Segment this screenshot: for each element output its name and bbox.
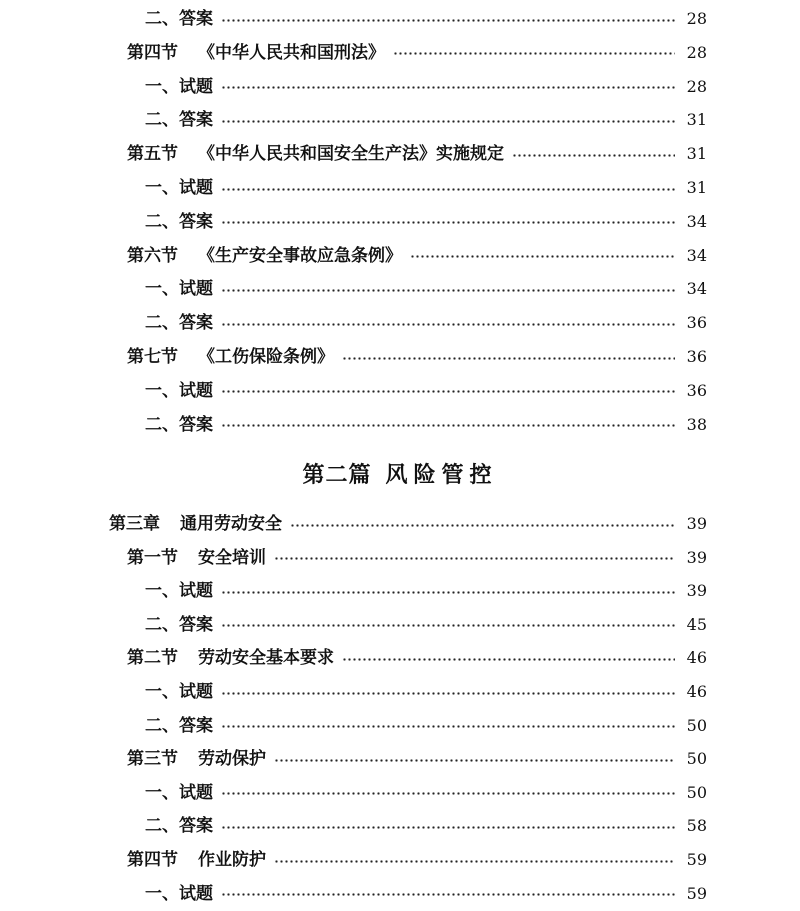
dot-leader bbox=[221, 591, 675, 594]
toc-entry[interactable] bbox=[0, 745, 707, 773]
page-number: 36 bbox=[686, 313, 707, 333]
toc-entry-title: 《生产安全事故应急条例》 bbox=[198, 245, 402, 266]
toc-entry[interactable] bbox=[0, 880, 707, 908]
toc-entry-title: 《中华人民共和国安全生产法》实施规定 bbox=[198, 144, 504, 165]
toc-entry-title: 《工伤保险条例》 bbox=[198, 347, 334, 367]
page-number: 36 bbox=[686, 380, 707, 400]
toc-entry-label: 一、试题 bbox=[145, 76, 213, 97]
toc-entry-label: 二、答案 bbox=[145, 211, 213, 232]
toc-entry-label: 一、试题 bbox=[145, 380, 213, 401]
dot-leader bbox=[221, 624, 675, 627]
dot-leader bbox=[221, 120, 675, 123]
toc-entry[interactable] bbox=[0, 779, 707, 807]
dot-leader bbox=[274, 759, 675, 762]
dot-leader bbox=[221, 792, 675, 795]
toc-entry[interactable] bbox=[0, 343, 707, 371]
toc-entry-label: 一、试题 bbox=[145, 581, 213, 602]
dot-leader bbox=[221, 725, 675, 728]
dot-leader bbox=[342, 357, 675, 360]
toc-entry-title: 劳动保护 bbox=[198, 749, 266, 770]
toc-entry[interactable] bbox=[0, 309, 707, 337]
toc-entry[interactable] bbox=[0, 846, 707, 874]
toc-entry-label: 二、答案 bbox=[145, 414, 213, 435]
page-number: 38 bbox=[686, 414, 707, 434]
page-number: 39 bbox=[686, 547, 707, 567]
page-number: 58 bbox=[686, 816, 707, 836]
page-number: 28 bbox=[686, 76, 707, 96]
toc-entry-title: 通用劳动安全 bbox=[180, 514, 282, 534]
toc-entry-label: 第四节 bbox=[127, 42, 178, 63]
page-number: 45 bbox=[686, 614, 707, 634]
page-number: 31 bbox=[686, 178, 707, 197]
part-heading bbox=[0, 458, 800, 489]
toc-entry-label: 一、试题 bbox=[145, 279, 213, 300]
dot-leader bbox=[221, 692, 675, 695]
dot-leader bbox=[221, 289, 675, 292]
dot-leader bbox=[221, 86, 675, 89]
toc-entry-label: 第一节 bbox=[127, 547, 178, 568]
toc-entry-title: 安全培训 bbox=[198, 547, 266, 568]
toc-entry[interactable] bbox=[0, 377, 707, 405]
toc-entry[interactable] bbox=[0, 73, 707, 101]
toc-entry-label: 第四节 bbox=[127, 850, 178, 870]
toc-entry[interactable] bbox=[0, 275, 707, 303]
dot-leader bbox=[393, 52, 675, 55]
toc-entry-label: 二、答案 bbox=[145, 614, 213, 635]
toc-entry-label: 二、答案 bbox=[145, 9, 213, 29]
dot-leader bbox=[410, 255, 675, 258]
toc-entry[interactable] bbox=[0, 411, 707, 439]
page-number: 39 bbox=[686, 514, 707, 533]
dot-leader bbox=[274, 557, 675, 560]
dot-leader bbox=[512, 154, 675, 157]
dot-leader bbox=[221, 893, 675, 896]
toc-entry-title: 作业防护 bbox=[198, 850, 266, 870]
toc-entry[interactable] bbox=[0, 140, 707, 168]
page-number: 50 bbox=[686, 715, 707, 735]
toc-entry[interactable] bbox=[0, 812, 707, 840]
toc-entry-label: 一、试题 bbox=[145, 682, 213, 702]
dot-leader bbox=[342, 658, 675, 661]
part-heading-label: 第二篇 bbox=[302, 462, 372, 488]
page-number: 39 bbox=[686, 581, 707, 601]
dot-leader bbox=[221, 221, 675, 224]
page-number: 34 bbox=[686, 211, 707, 231]
toc-entry[interactable] bbox=[0, 510, 707, 538]
toc-entry-label: 第三章 bbox=[109, 514, 160, 534]
toc-entry-label: 二、答案 bbox=[145, 110, 213, 131]
toc-entry[interactable] bbox=[0, 242, 707, 270]
toc-entry-label: 第七节 bbox=[127, 347, 178, 367]
page-number: 28 bbox=[686, 42, 707, 62]
page-number: 59 bbox=[686, 850, 707, 869]
dot-leader bbox=[290, 524, 675, 527]
page-number: 34 bbox=[686, 245, 707, 265]
page-number: 46 bbox=[686, 648, 707, 668]
dot-leader bbox=[221, 19, 675, 22]
toc-entry-label: 第二节 bbox=[127, 648, 178, 669]
toc-entry-label: 二、答案 bbox=[145, 816, 213, 837]
dot-leader bbox=[221, 390, 675, 393]
toc-entry[interactable] bbox=[0, 174, 707, 202]
page-number: 46 bbox=[686, 682, 707, 701]
toc-entry-label: 第六节 bbox=[127, 245, 178, 266]
toc-entry[interactable] bbox=[0, 611, 707, 639]
toc-entry-label: 二、答案 bbox=[145, 715, 213, 736]
page-number: 28 bbox=[686, 9, 707, 28]
toc-entry[interactable] bbox=[0, 678, 707, 706]
toc-entry-title: 劳动安全基本要求 bbox=[198, 648, 334, 669]
page-number: 50 bbox=[686, 749, 707, 769]
toc-entry-label: 第三节 bbox=[127, 749, 178, 770]
page-number: 31 bbox=[686, 110, 707, 130]
dot-leader bbox=[221, 188, 675, 191]
toc-entry-label: 一、试题 bbox=[145, 782, 213, 803]
dot-leader bbox=[221, 323, 675, 326]
page-number: 50 bbox=[686, 782, 707, 802]
toc-entry[interactable] bbox=[0, 39, 707, 67]
page-number: 31 bbox=[686, 144, 707, 164]
page-number: 59 bbox=[686, 883, 707, 903]
toc-entry[interactable] bbox=[0, 208, 707, 236]
dot-leader bbox=[274, 860, 675, 863]
toc-entry[interactable] bbox=[0, 644, 707, 672]
toc-entry[interactable] bbox=[0, 106, 707, 134]
page-number: 34 bbox=[686, 279, 707, 299]
dot-leader bbox=[221, 424, 675, 427]
part-heading-title: 风险管控 bbox=[385, 462, 498, 488]
dot-leader bbox=[221, 826, 675, 829]
toc-entry-label: 一、试题 bbox=[145, 178, 213, 198]
toc-entry[interactable] bbox=[0, 544, 707, 572]
toc-entry-label: 二、答案 bbox=[145, 313, 213, 334]
toc-entry[interactable] bbox=[0, 5, 707, 33]
toc-entry[interactable] bbox=[0, 712, 707, 740]
toc-entry-title: 《中华人民共和国刑法》 bbox=[198, 42, 385, 63]
toc-entry-label: 第五节 bbox=[127, 144, 178, 165]
toc-entry[interactable] bbox=[0, 577, 707, 605]
page-number: 36 bbox=[686, 347, 707, 366]
toc-entry-label: 一、试题 bbox=[145, 883, 213, 904]
